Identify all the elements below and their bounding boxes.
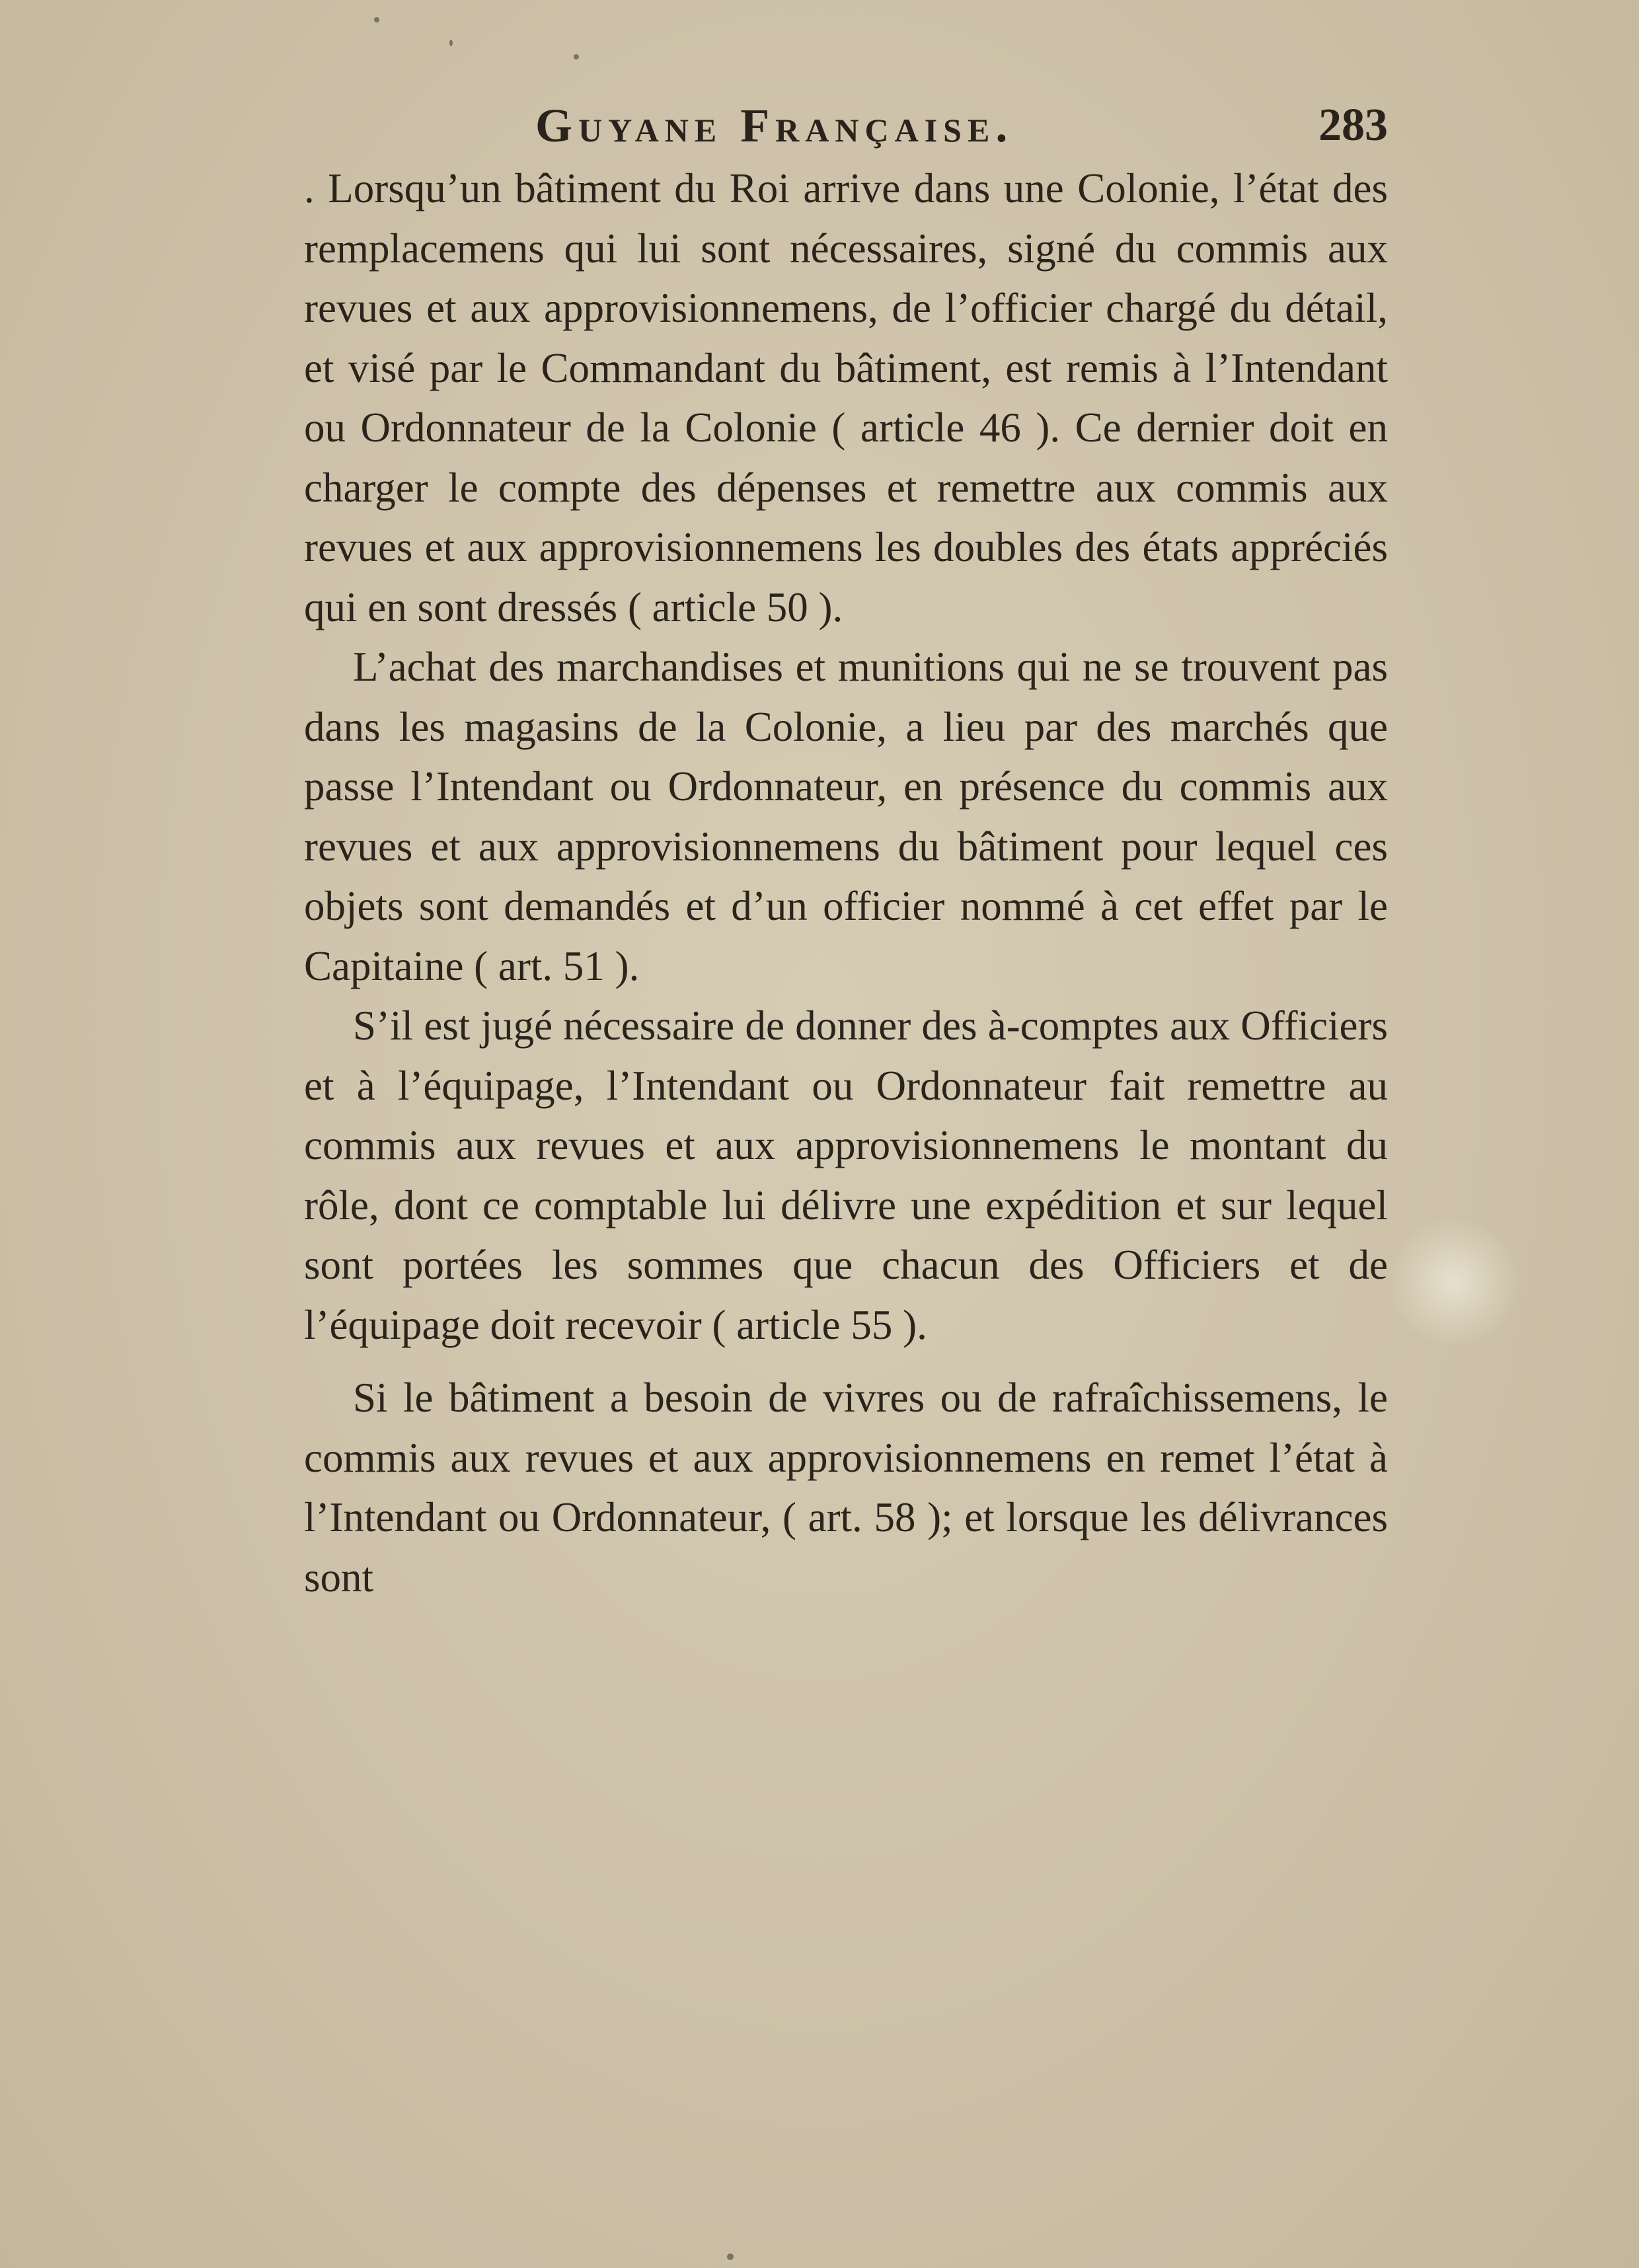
ink-speck — [574, 54, 579, 59]
paper-stain — [1388, 1216, 1520, 1348]
page-number: 283 — [1318, 100, 1388, 151]
page-header — [304, 93, 1388, 159]
ink-speck — [727, 2253, 734, 2260]
paragraph-3: S’il est jugé nécessaire de donner des à-comptes aux Officiers et à l’équipage, l’Intendant ou Ordonnateur fait remettre au commis aux revues et aux approvisionnemens le montant du rôle, dont ce comptable lui délivre une expédition et sur lequel sont portées les sommes que chacun des Officiers et de l’équipage doit recevoir ( article 55 ). — [304, 1002, 1388, 1348]
paragraph-2: L’achat des marchandises et munitions qui ne se trouvent pas dans les magasins de la Colonie, a lieu par des marchés que passe l’Intendant ou Ordonnateur, en présence du commis aux revues et aux approvisionnemens du bâtiment pour lequel ces objets sont demandés et d’un officier nommé à cet effet par le Capitaine ( art. 51 ). — [304, 644, 1388, 989]
paragraph-4: Si le bâtiment a besoin de vivres ou de rafraîchissemens, le commis aux revues et aux approvisionnemens en remet l’état à l’Intendant ou Ordonnateur, ( art. 58 ); et lorsque les délivrances sont — [304, 1375, 1388, 1601]
ink-speck — [449, 40, 453, 46]
running-title: Guyane Française. — [535, 99, 1014, 152]
ink-speck — [374, 17, 379, 22]
paragraph-1: . Lorsqu’un bâtiment du Roi arrive dans une Colonie, l’état des remplacemens qui lui sont nécessaires, signé du commis aux revues et aux approvisionnemens, de l’officier chargé du détail, et visé par le Commandant du bâtiment, est remis à l’Intendant ou Ordonnateur de la Colonie ( article 46 ). Ce dernier doit en charger le compte des dépenses et remettre aux commis aux revues et aux approvisionnemens les doubles des états appréciés qui en sont dressés ( article 50 ). — [304, 165, 1388, 630]
body-text — [304, 159, 1388, 1607]
